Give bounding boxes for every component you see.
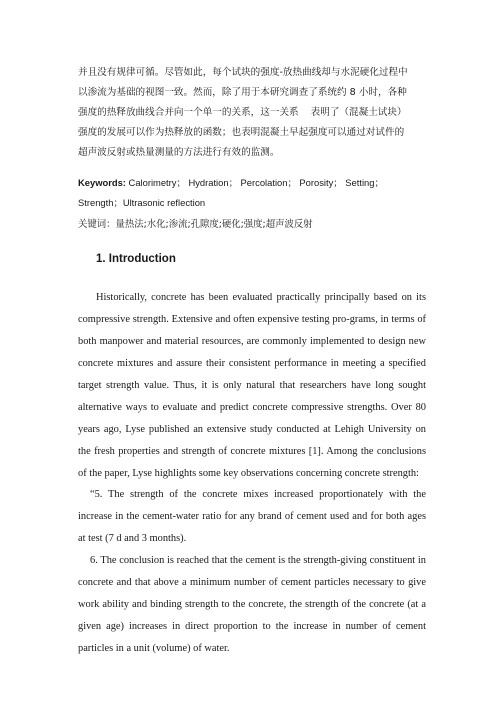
section-heading: 1. Introduction [96,253,176,265]
keywords-text: Calorimetry； Hydration； Percolation； Porosity； Setting； Strength；Ultrasonic reflection [78,177,384,208]
quote-paragraph: 6. The conclusion is reached that the cement is the strength-giving constituent in concrete and that above a minimum number of cement particles necessary to give work ability and binding strength to the concrete, the strength of the concrete (at a given age) increases in direct proportion to the increase in number of cement particles in a unit (volume) of water. [78,555,426,654]
quote-paragraph: “5. The strength of the concrete mixes increased proportionately with the increase in the cement-water ratio for any brand of cement used and for both ages at test (7 d and 3 months). [78,489,426,544]
abstract-line: 超声波反射或热量测量的方法进行有效的监测。 [78,147,280,158]
abstract-line: 强度的发展可以作为热释放的函数；也表明混凝土早起强度可以通过对试件的 [78,127,405,138]
abstract-line [78,103,426,123]
abstract-line-part: 表明了（混凝土试块） [310,107,407,118]
chinese-abstract [78,63,426,163]
abstract-line: 以渗流为基础的视图一致。然而，除了用于本研究调查了系统约 8 小时，各种 [78,87,407,98]
abstract-line: 并且没有规律可循。尽管如此，每个试块的强度-放热曲线却与水泥硬化过程中 [78,67,408,78]
keywords [78,173,426,213]
intro-paragraph: Historically, concrete has been evaluated practically principally based on its compressive strength. Extensive and often expensive testing pro-grams, in terms of both manpower and material resources, are commonly implemented to design new concrete mixtures and assure their consistent performance in meeting a specified target strength value. Thus, it is only natural that researchers have long sought alternative ways to evaluate and predict concrete compressive strengths. Over 80 years ago, Lyse published an extensive study conducted at Lehigh University on the fresh properties and strength of concrete mixtures [1]. Among the conclusions of the paper, Lyse highlights some key observations concerning concrete strength: [78,292,426,479]
abstract-line-part: 强度的热释放曲线合并向一个单一的关系，这一关系 [78,107,299,118]
chinese-keywords: 关键词：量热法;水化;渗流;孔隙度;硬化;强度;超声波反射 [78,219,313,230]
keywords-label: Keywords: [78,177,126,188]
